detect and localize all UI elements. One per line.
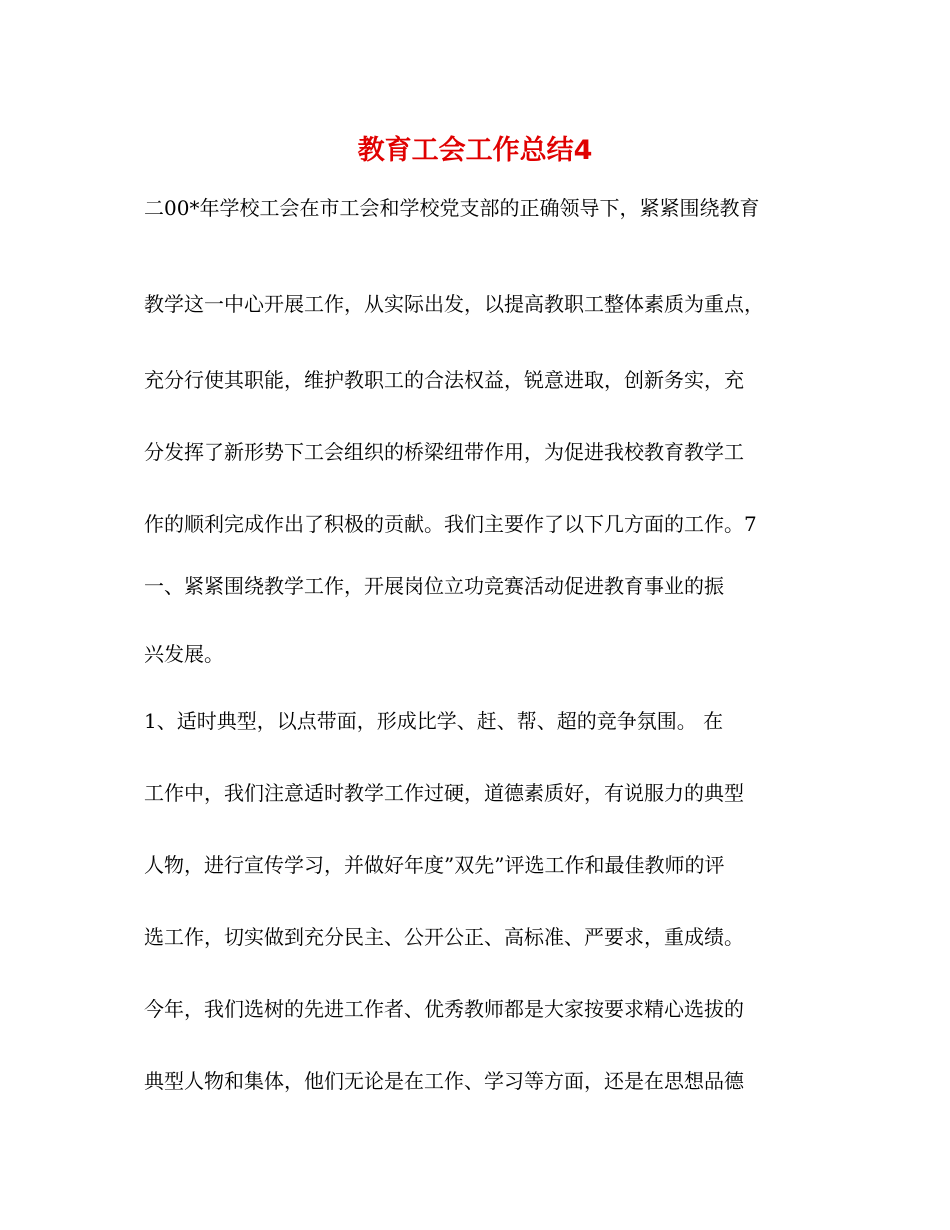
paragraph-line: 典型人物和集体，他们无论是在工作、学习等方面，还是在思想品德 [144, 1069, 744, 1093]
document-title: 教育工会工作总结4 [357, 135, 593, 166]
paragraph-line: 人物，进行宣传学习，并做好年度”双先”评选工作和最佳教师的评 [144, 853, 725, 877]
paragraph-line: 选工作，切实做到充分民主、公开公正、高标准、严要求，重成绩。 [144, 925, 744, 949]
paragraph-line: 兴发展。 [144, 642, 224, 666]
paragraph-line: 充分行使其职能，维护教职工的合法权益，锐意进取，创新务实，充 [144, 368, 744, 392]
paragraph-line: 工作中，我们注意适时教学工作过硬，道德素质好，有说服力的典型 [144, 781, 744, 805]
paragraph-line: 教学这一中心开展工作，从实际出发，以提高教职工整体素质为重点， [144, 292, 764, 316]
paragraph-line: 作的顺利完成作出了积极的贡献。我们主要作了以下几方面的工作。7 [144, 512, 757, 536]
paragraph-line: 今年，我们选树的先进工作者、优秀教师都是大家按要求精心选拔的 [144, 997, 744, 1021]
paragraph-line: 二00*年学校工会在市工会和学校党支部的正确领导下，紧紧围绕教育 [144, 196, 760, 220]
paragraph-line: 1、适时典型，以点带面，形成比学、赶、帮、超的竞争氛围。 在 [144, 709, 724, 733]
paragraph-line: 分发挥了新形势下工会组织的桥梁纽带作用，为促进我校教育教学工 [144, 440, 744, 464]
paragraph-line: 一、紧紧围绕教学工作，开展岗位立功竞赛活动促进教育事业的振 [144, 574, 724, 598]
